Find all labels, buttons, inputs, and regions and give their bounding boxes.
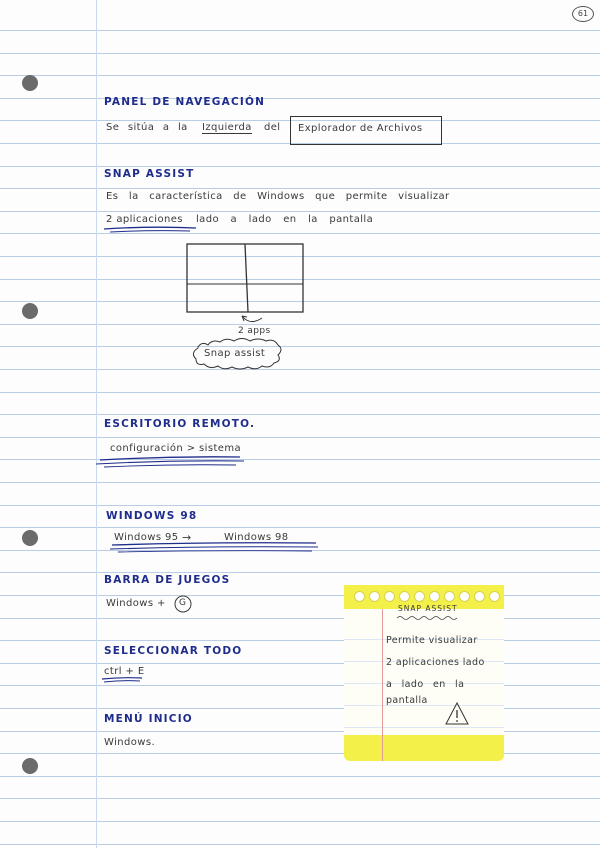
- snap-line-2-underlined: 2 aplicaciones: [106, 214, 183, 225]
- heading-snap-assist: SNAP ASSIST: [104, 168, 195, 180]
- win98-to: Windows 98: [224, 532, 289, 543]
- sticky-line: pantalla: [386, 695, 428, 706]
- page-number: 61: [572, 6, 594, 22]
- heading-seleccionar-todo: SELECCIONAR TODO: [104, 645, 243, 657]
- heading-menu-inicio: MENÚ INICIO: [104, 713, 193, 725]
- snap-line-1: Es la característica de Windows que permite visualizar: [106, 191, 450, 202]
- snap-line-2-rest: lado a lado en la pantalla: [196, 214, 374, 225]
- sticky-note: [344, 585, 504, 761]
- warning-icon: [444, 701, 470, 727]
- heading-barra-de-juegos: BARRA DE JUEGOS: [104, 574, 231, 586]
- heading-windows-98: WINDOWS 98: [106, 510, 198, 522]
- startmenu-text: Windows.: [104, 737, 156, 748]
- heading-panel-navegacion: PANEL DE NAVEGACIÓN: [104, 96, 266, 108]
- gamebar-circled-key: G: [179, 598, 187, 608]
- diagram-label: 2 apps: [238, 326, 271, 336]
- heading-escritorio-remoto: ESCRITORIO REMOTO.: [104, 418, 256, 430]
- sticky-bottom: [344, 735, 504, 761]
- gamebar-keys: Windows +: [106, 598, 166, 609]
- panel-text-after: del: [264, 122, 281, 133]
- sticky-line: a lado en la: [386, 679, 465, 690]
- sticky-line: Permite visualizar: [386, 635, 478, 646]
- panel-text-before: Se sitúa a la: [106, 122, 188, 133]
- panel-text-underlined: Izquierda: [202, 122, 252, 133]
- win98-from: Windows 95: [114, 532, 179, 543]
- boxed-term-text: Explorador de Archivos: [298, 123, 423, 134]
- sticky-body: [344, 609, 504, 735]
- remote-text: configuración > sistema: [110, 443, 241, 454]
- cloud-label: Snap assist: [204, 348, 266, 359]
- sticky-line: 2 aplicaciones lado: [386, 657, 485, 668]
- selectall-keys: ctrl + E: [104, 666, 145, 677]
- sticky-title: SNAP ASSIST: [398, 604, 458, 613]
- sticky-title-squiggle: [396, 615, 458, 621]
- arrow-icon: →: [182, 531, 192, 544]
